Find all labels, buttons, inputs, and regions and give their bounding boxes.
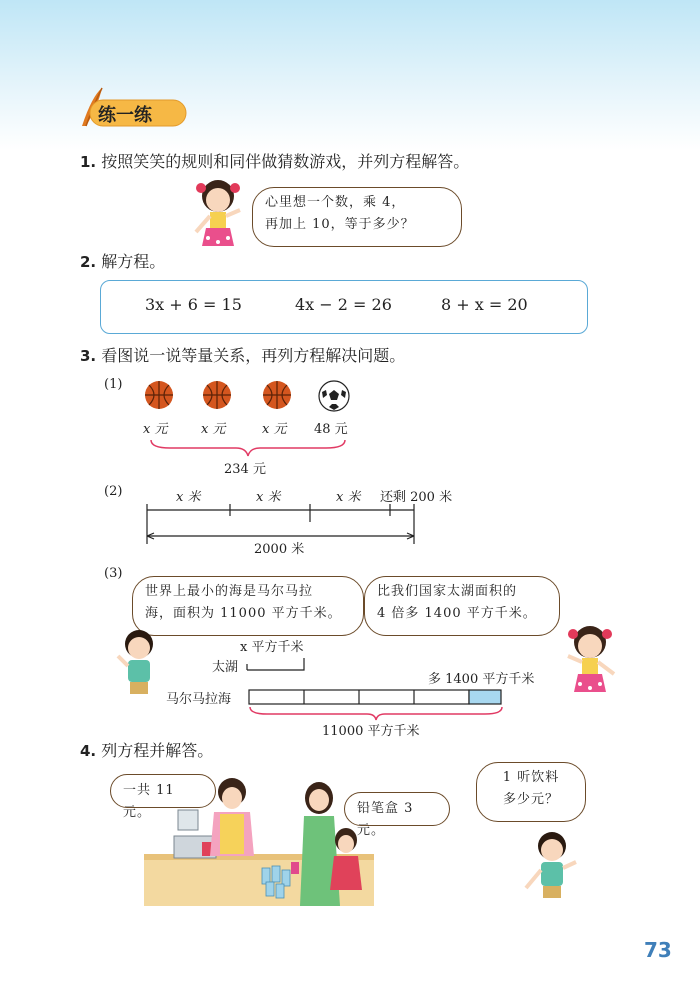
ball-price-4: 48 元 <box>314 422 348 437</box>
q3-number: 3. <box>80 347 97 365</box>
q4-question-line2: 多少元？ <box>502 792 559 807</box>
ball-price-2: x 元 <box>201 422 226 437</box>
equation-2: 4x − 2 = 26 <box>295 295 392 314</box>
x-area-label: x 平方千米 <box>240 640 304 655</box>
q1-number: 1. <box>80 153 97 171</box>
shop-scene-illustration <box>144 770 374 912</box>
segment-x-2: x 米 <box>256 490 281 505</box>
q3-left-bubble-line2: 海，面积为 11000 平方千米。 <box>145 606 342 621</box>
q1-text: 按照笑笑的规则和同伴做猜数游戏，并列方程解答。 <box>101 152 470 171</box>
segment-x-3: x 米 <box>336 490 361 505</box>
section-badge <box>72 86 192 130</box>
q2-text: 解方程。 <box>101 252 166 271</box>
basketball-icon <box>262 380 292 414</box>
total-2000: 2000 米 <box>254 542 305 557</box>
page-number: 73 <box>644 938 672 962</box>
q2-title <box>80 252 165 272</box>
q1-title <box>80 152 469 172</box>
q4-question-line1: 1 听饮料 <box>502 770 560 785</box>
q4-total-text: 一共 11 元。 <box>123 783 175 820</box>
total-234: 234 元 <box>224 462 266 477</box>
section-title: 练一练 <box>98 105 152 126</box>
q3-right-bubble-line2: 4 倍多 1400 平方千米。 <box>377 606 537 621</box>
q4-title <box>80 741 213 761</box>
q1-speech-bubble <box>252 187 462 247</box>
girl-illustration <box>188 176 248 256</box>
q3-part1-label: (1) <box>104 377 123 392</box>
q2-number: 2. <box>80 253 97 271</box>
q3-left-speech-bubble <box>132 576 364 636</box>
taihu-label: 太湖 <box>212 660 239 675</box>
q3-right-bubble-line1: 比我们国家太湖面积的 <box>377 584 518 599</box>
basketball-icon <box>144 380 174 414</box>
taihu-segment <box>246 656 310 676</box>
q3-left-bubble-line1: 世界上最小的海是马尔马拉 <box>145 584 314 599</box>
equation-3: 8 + x = 20 <box>441 295 528 314</box>
extra-1400-label: 多 1400 平方千米 <box>428 672 535 687</box>
total-11000: 11000 平方千米 <box>322 724 420 739</box>
basketball-icon <box>202 380 232 414</box>
boy-illustration <box>116 626 162 700</box>
equation-1: 3x + 6 = 15 <box>145 295 242 314</box>
q4-text: 列方程并解答。 <box>101 741 214 760</box>
q4-question-speech-bubble <box>476 762 586 822</box>
marmara-label: 马尔马拉海 <box>166 692 232 707</box>
ball-price-3: x 元 <box>262 422 287 437</box>
q3-part3-label: (3) <box>104 566 123 581</box>
q3-right-speech-bubble <box>364 576 560 636</box>
q3-title <box>80 346 405 366</box>
q3-part2-label: (2) <box>104 484 123 499</box>
q3-text: 看图说一说等量关系，再列方程解决问题。 <box>101 346 406 365</box>
girl-illustration <box>560 622 620 702</box>
q4-number: 4. <box>80 742 97 760</box>
q1-bubble-line2: 再加上 10，等于多少？ <box>265 217 415 232</box>
q4-pencil-text: 铅笔盒 3 元。 <box>357 801 414 838</box>
equation-box <box>100 280 588 334</box>
remaining-200: 还剩 200 米 <box>380 490 453 505</box>
ball-price-1: x 元 <box>143 422 168 437</box>
soccer-ball-icon <box>318 380 350 416</box>
segment-x-1: x 米 <box>176 490 201 505</box>
q1-bubble-line1: 心里想一个数，乘 4， <box>265 195 406 210</box>
boy-illustration <box>522 828 582 904</box>
